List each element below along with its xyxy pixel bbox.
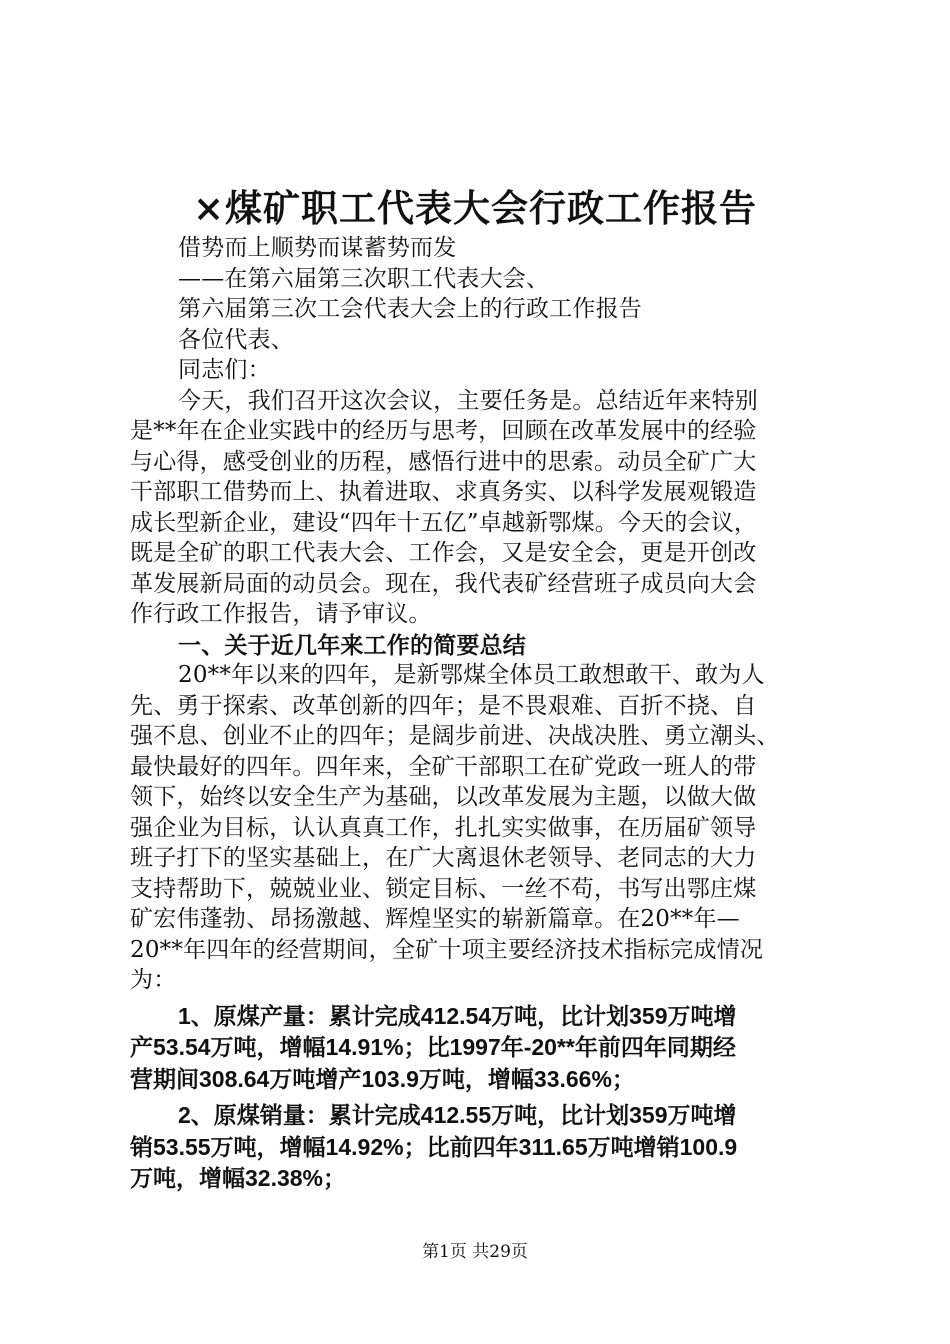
subtitle-line: 第六届第三次工会代表大会上的行政工作报告 [178,296,642,322]
subtitle-line: ——在第六届第三次职工代表大会、 [178,265,550,292]
paragraph-line: 最快最好的四年。四年来，全矿干部职工在矿党政一班人的带 [130,753,757,780]
paragraph-line: 为： [130,967,177,993]
paragraph-line: 支持帮助下，兢兢业业、锁定目标、一丝不苟，书写出鄂庄煤 [130,875,757,902]
paragraph-line: 20**年以来的四年，是新鄂煤全体员工敢想敢干、敢为人 [178,662,765,688]
paragraph-line: 干部职工借势而上、执着进取、求真务实、以科学发展观锻造 [130,479,757,505]
paragraph-line: 先、勇于探索、改革创新的四年；是不畏艰难、百折不挠、自 [130,692,757,719]
paragraph-line: 既是全矿的职工代表大会、工作会，又是安全会，更是开创改 [130,540,757,566]
paragraph-line: 班子打下的坚实基础上，在广大离退休老领导、老同志的大力 [130,845,757,871]
paragraph-line: 今天，我们召开这次会议，主要任务是。总结近年来特别 [178,387,758,414]
paragraph-line: 强企业为目标，认认真真工作，扎扎实实做事，在历届矿领导 [130,814,757,841]
document-title: ×煤矿职工代表大会行政工作报告 [192,186,757,230]
paragraph-line: 强不息、创业不止的四年；是阔步前进、决战决胜、勇立潮头、 [130,723,780,749]
salutation-line: 同志们： [178,357,271,383]
list-item-line: 1、原煤产量：累计完成412.54万吨，比计划359万吨增 [178,1002,737,1029]
document-body [130,233,830,1195]
list-item-line: 产53.54万吨，增幅14.91%；比1997年-20**年前四年同期经 [130,1034,736,1060]
paragraph-line: 是**年在企业实践中的经历与思考，回顾在改革发展中的经验 [130,418,757,444]
list-item-line: 营期间308.64万吨增产103.9万吨，增幅33.66%； [130,1065,635,1092]
paragraph-line: 作行政工作报告，请予审议。 [130,601,432,627]
list-item-line: 2、原煤销量：累计完成412.55万吨，比计划359万吨增 [178,1102,737,1128]
subtitle-line: 借势而上顺势而谋蓄势而发 [178,235,457,261]
section-heading: 一、关于近几年来工作的简要总结 [178,631,526,658]
list-item-line: 万吨，增幅32.38%； [130,1165,347,1191]
paragraph-line: 革发展新局面的动员会。现在，我代表矿经营班子成员向大会 [130,570,757,597]
page-number-footer: 第1页 共29页 [422,1242,528,1262]
paragraph-line: 20**年四年的经营期间，全矿十项主要经济技术指标完成情况 [130,936,764,963]
list-item-line: 销53.55万吨，增幅14.92%；比前四年311.65万吨增销100.9 [130,1133,738,1160]
salutation-line: 各位代表、 [178,326,294,353]
paragraph-line: 矿宏伟蓬勃、昂扬激越、辉煌坚实的崭新篇章。在20**年— [130,906,740,932]
paragraph-line: 成长型新企业，建设“四年十五亿”卓越新鄂煤。今天的会议， [130,509,758,536]
paragraph-line: 领下，始终以安全生产为基础，以改革发展为主题，以做大做 [130,784,757,810]
paragraph-line: 与心得，感受创业的历程，感悟行进中的思索。动员全矿广大 [130,448,757,475]
